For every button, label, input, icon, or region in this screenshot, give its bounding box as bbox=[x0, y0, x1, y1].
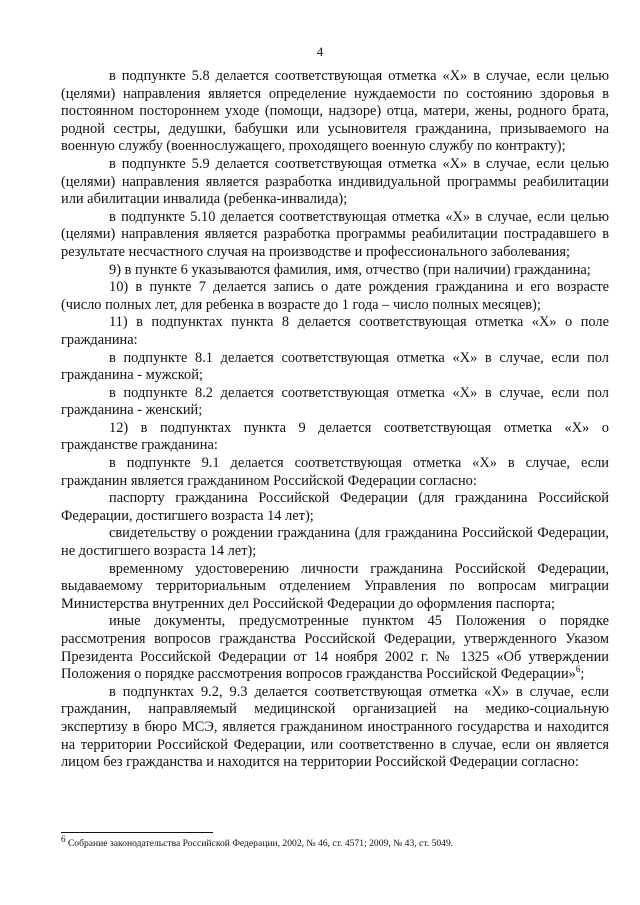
paragraph-temporary-id: временному удостоверению личности гражданина Российской Федерации, выдаваемому территориальным отделением Управления по вопросам миграции Министерства внутренних дел Российской Федерации до оформления паспорта; bbox=[61, 560, 609, 612]
paragraph-item-9: 9) в пункте 6 указываются фамилия, имя, отчество (при наличии) гражданина; bbox=[109, 261, 591, 278]
footnote-divider bbox=[61, 832, 213, 833]
paragraph-item-10: 10) в пункте 7 делается запись о дате рождения гражданина и его возрасте (число полных лет, для ребенка в возрасте до 1 года – число полных месяцев); bbox=[61, 279, 609, 313]
footnote bbox=[61, 833, 609, 850]
paragraph-item-12: 12) в подпунктах пункта 9 делается соответствующая отметка «X» о гражданстве гражданина: bbox=[61, 419, 609, 454]
paragraph-5-9: в подпункте 5.9 делается соответствующая отметка «X» в случае, если целью (целями) направления является разработка индивидуальной программы реабилитации или абилитации инвалида (ребенка-инвалида); bbox=[61, 155, 609, 208]
paragraph-5-8: в подпункте 5.8 делается соответствующая отметка «X» в случае, если целью (целями) направления является определение нуждаемости по состоянию здоровья в постоянном постороннем уходе (помощи, надзоре) отца, матери, жены, родного брата, родной сестры, дедушки, бабушки или усыновителя гражданина, призываемого на военную службу (военнослужащего, проходящего военную службу по контракту); bbox=[61, 68, 609, 155]
paragraph-birth-certificate: свидетельству о рождении гражданина (для гражданина Российской Федерации, не достигшего возраста 14 лет); bbox=[61, 525, 609, 560]
paragraph-other-documents bbox=[61, 613, 609, 683]
paragraph-8-1: в подпункте 8.1 делается соответствующая отметка «X» в случае, если пол гражданина - мужской; bbox=[61, 349, 609, 384]
page-number: 4 bbox=[316, 44, 324, 59]
paragraph-item-11: 11) в подпунктах пункта 8 делается соответствующая отметка «X» о поле гражданина: bbox=[61, 314, 609, 348]
footnote-ref: 6 bbox=[575, 664, 581, 675]
footnote-text: Собрание законодательства Российской Федерации, 2002, № 46, ст. 4571; 2009, № 43, ст. 5049. bbox=[65, 838, 454, 849]
other-documents-text: иные документы, предусмотренные пунктом 45 Положения о порядке рассмотрения вопросов гражданства Российской Федерации, утвержденного Указом Президента Российской Федерации от 14 ноября 2002 г. № 1325 «Об утверждении Положения о порядке рассмотрения вопросов гражданства Российской Федерации» bbox=[61, 613, 609, 683]
paragraph-8-2: в подпункте 8.2 делается соответствующая отметка «X» в случае, если пол гражданина - женский; bbox=[61, 384, 609, 419]
paragraph-5-10: в подпункте 5.10 делается соответствующая отметка «X» в случае, если целью (целями) направления является разработка программы реабилитации пострадавшего в результате несчастного случая на производстве и профессионального заболевания; bbox=[61, 208, 609, 260]
paragraph-9-1: в подпункте 9.1 делается соответствующая отметка «X» в случае, если гражданин является гражданином Российской Федерации согласно: bbox=[61, 455, 609, 489]
footnote-mark: 6 bbox=[61, 833, 66, 844]
body-text bbox=[61, 68, 609, 772]
other-documents-tail: ; bbox=[580, 666, 585, 683]
paragraph-passport: паспорту гражданина Российской Федерации (для гражданина Российской Федерации, достигшего возраста 14 лет); bbox=[61, 490, 609, 524]
paragraph-9-2-9-3: в подпунктах 9.2, 9.3 делается соответствующая отметка «X» в случае, если гражданин, направляемый медицинской организацией на медико-социальную экспертизу в бюро МСЭ, является гражданином иностранного государства и находится на территории Российской Федерации, или соответственно в случае, если он является лицом без гражданства и находится на территории Российской Федерации согласно: bbox=[61, 683, 609, 771]
